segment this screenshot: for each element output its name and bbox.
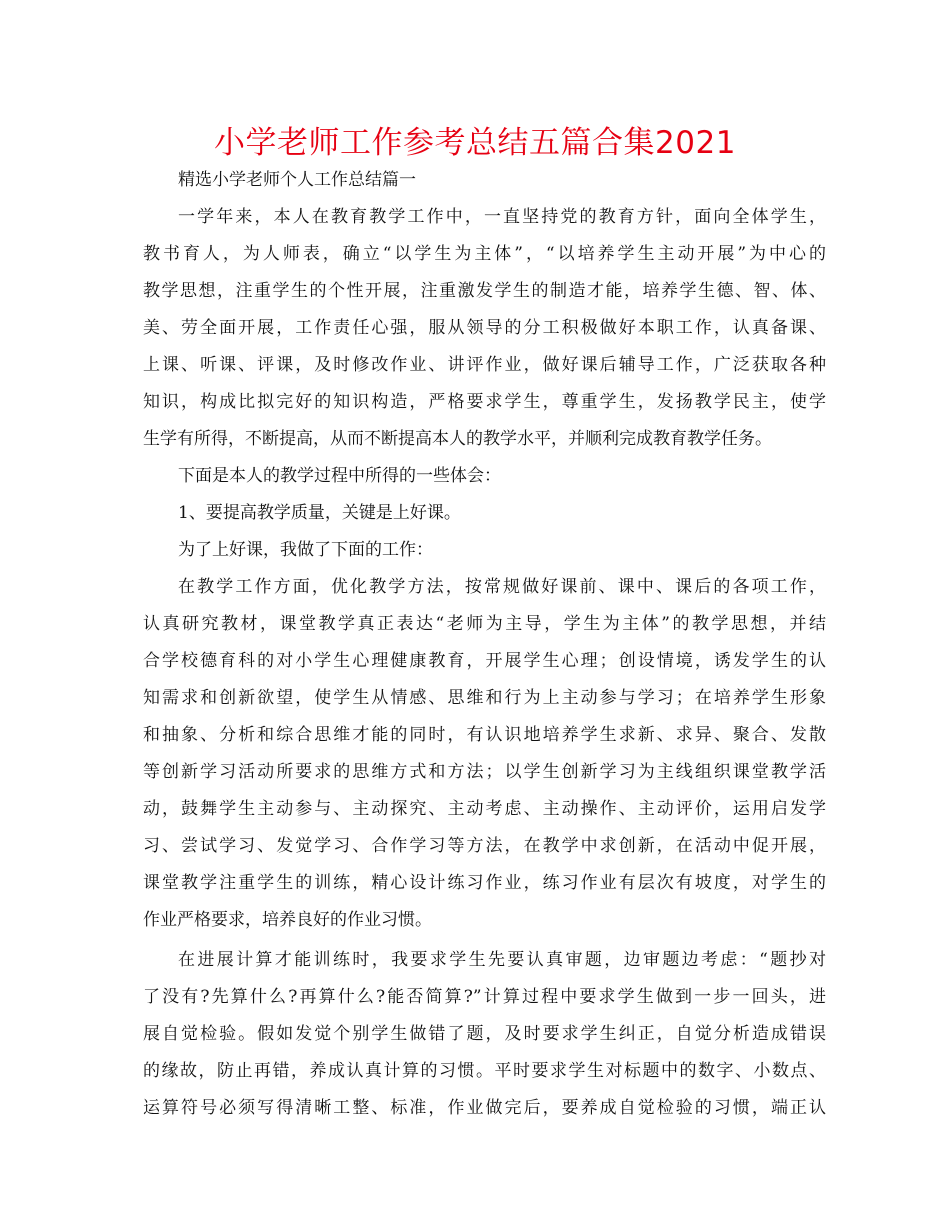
paragraph-line: 展自觉检验。假如发觉个别学生做错了题，及时要求学生纠正，自觉分析造成错误 bbox=[143, 1024, 826, 1044]
paragraph-line: 等创新学习活动所要求的思维方式和方法；以学生创新学习为主线组织课堂教学活 bbox=[143, 762, 826, 782]
document-body bbox=[143, 162, 826, 1127]
paragraph-line: 合学校德育科的对小学生心理健康教育，开展学生心理；创设情境，诱发学生的认 bbox=[143, 651, 826, 671]
section-heading: 精选小学老师个人工作总结篇一 bbox=[178, 170, 416, 190]
paragraph-line: 教书育人，为人师表，确立“以学生为主体”，“以培养学生主动开展”为中心的 bbox=[143, 244, 826, 264]
paragraph-line: 知需求和创新欲望，使学生从情感、思维和行为上主动参与学习；在培养学生形象 bbox=[143, 688, 826, 708]
paragraph-line: 课堂教学注重学生的训练，精心设计练习作业，练习作业有层次有坡度，对学生的 bbox=[143, 873, 826, 893]
paragraph-line: 1、要提高教学质量，关键是上好课。 bbox=[178, 503, 461, 523]
paragraph-line: 美、劳全面开展，工作责任心强，服从领导的分工积极做好本职工作，认真备课、 bbox=[143, 318, 826, 338]
paragraph-line: 和抽象、分析和综合思维才能的同时，有认识地培养学生求新、求异、聚合、发散 bbox=[143, 725, 826, 745]
paragraph-line: 一学年来，本人在教育教学工作中，一直坚持党的教育方针，面向全体学生， bbox=[178, 207, 826, 227]
paragraph-line: 在进展计算才能训练时，我要求学生先要认真审题，边审题边考虑：“题抄对 bbox=[178, 950, 826, 970]
paragraph-line: 教学思想，注重学生的个性开展，注重激发学生的制造才能，培养学生德、智、体、 bbox=[143, 281, 826, 301]
paragraph-line: 了没有?先算什么?再算什么?能否简算?”计算过程中要求学生做到一步一回头，进 bbox=[143, 987, 826, 1007]
paragraph-line: 运算符号必须写得清晰工整、标准，作业做完后，要养成自觉检验的习惯，端正认 bbox=[143, 1098, 826, 1118]
paragraph-line: 在教学工作方面，优化教学方法，按常规做好课前、课中、课后的各项工作， bbox=[178, 577, 826, 597]
paragraph-line: 的缘故，防止再错，养成认真计算的习惯。平时要求学生对标题中的数字、小数点、 bbox=[143, 1061, 826, 1081]
paragraph-line: 下面是本人的教学过程中所得的一些体会： bbox=[178, 466, 501, 486]
paragraph-line: 上课、听课、评课，及时修改作业、讲评作业，做好课后辅导工作，广泛获取各种 bbox=[143, 355, 826, 375]
paragraph-line: 为了上好课，我做了下面的工作： bbox=[178, 540, 433, 560]
paragraph-line: 动，鼓舞学生主动参与、主动探究、主动考虑、主动操作、主动评价，运用启发学 bbox=[143, 799, 826, 819]
paragraph-line: 认真研究教材，课堂教学真正表达“老师为主导，学生为主体”的教学思想，并结 bbox=[143, 614, 826, 634]
paragraph-line: 知识，构成比拟完好的知识构造，严格要求学生，尊重学生，发扬教学民主，使学 bbox=[143, 392, 826, 412]
paragraph-line: 生学有所得，不断提高，从而不断提高本人的教学水平，并顺利完成教育教学任务。 bbox=[143, 429, 772, 449]
paragraph-line: 作业严格要求，培养良好的作业习惯。 bbox=[143, 910, 432, 930]
document-title: 小学老师工作参考总结五篇合集2021 bbox=[214, 125, 736, 161]
paragraph-line: 习、尝试学习、发觉学习、合作学习等方法，在教学中求创新，在活动中促开展， bbox=[143, 836, 826, 856]
